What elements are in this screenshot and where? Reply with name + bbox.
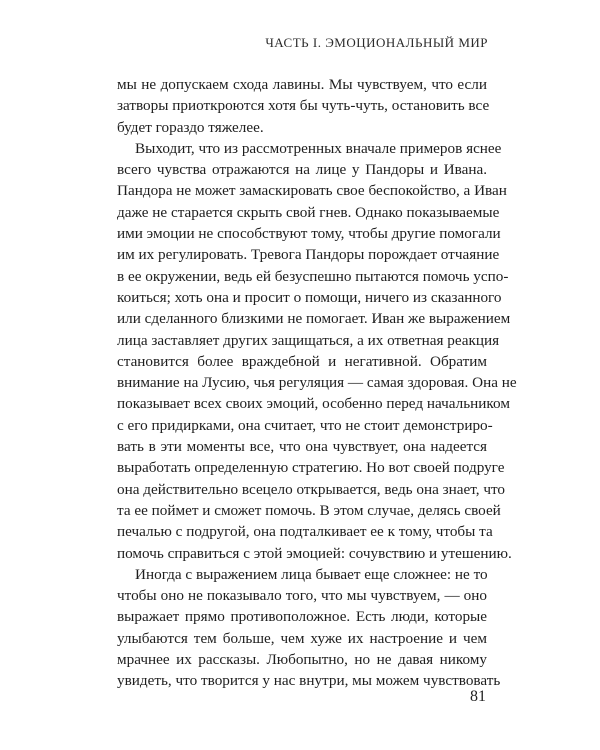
- text-line: всего чувства отражаются на лице у Пандоры и Ивана.: [117, 161, 487, 179]
- text-line: она действительно всецело открывается, ведь она знает, что: [117, 480, 506, 498]
- text-line: им их регулировать. Тревога Пандоры порождает отчаяние: [117, 246, 500, 264]
- text-line: с его придирками, она считает, что не стоит демонстриро-: [117, 416, 493, 434]
- text-line: печалью с подругой, она подталкивает ее к тому, чтобы та: [117, 523, 493, 541]
- body-text: [117, 74, 517, 692]
- paragraph-1: [117, 74, 490, 138]
- text-line: выработать определенную стратегию. Но вот своей подруге: [117, 459, 505, 477]
- text-line: та ее поймет и сможет помочь. В этом случае, делясь своей: [117, 501, 501, 519]
- text-line: выражает прямо противоположное. Есть люди, которые: [117, 608, 487, 626]
- text-line: увидеть, что творится у нас внутри, мы можем чувствовать: [117, 672, 501, 690]
- page-number: 81: [470, 688, 486, 705]
- text-line: Пандора не может замаскировать свое беспокойство, а Иван: [117, 182, 507, 200]
- text-line: в ее окружении, ведь ей безуспешно пытаются помочь успо-: [117, 267, 509, 285]
- paragraph-3: [117, 564, 501, 692]
- text-line: внимание на Лусию, чья регуляция — самая здоровая. Она не: [117, 374, 517, 392]
- text-line: чтобы оно не показывало того, что мы чувствуем, — оно: [117, 587, 487, 605]
- text-line: становится более враждебной и негативной. Обратим: [117, 352, 487, 370]
- text-line: или сделанного близкими не помогает. Иван же выражением: [117, 310, 511, 328]
- paragraph-2: [117, 138, 517, 564]
- text-line: даже не старается скрыть свой гнев. Однако показываемые: [117, 203, 500, 221]
- text-line: затворы приоткроются хотя бы чуть-чуть, остановить все: [117, 97, 490, 115]
- text-line: вать в эти моменты все, что она чувствует, она надеется: [117, 438, 487, 456]
- text-line: Выходит, что из рассмотренных вначале примеров яснее: [135, 139, 502, 157]
- text-line: ими эмоции не способствуют тому, чтобы другие помогали: [117, 225, 501, 243]
- text-line: показывает всех своих эмоций, особенно перед начальником: [117, 395, 510, 413]
- text-line: лица заставляет других защищаться, а их ответная реакция: [117, 331, 500, 349]
- text-line: мрачнее их рассказы. Любопытно, но не давая никому: [117, 651, 487, 669]
- running-head: ЧАСТЬ I. ЭМОЦИОНАЛЬНЫЙ МИР: [265, 35, 488, 50]
- text-line: Иногда с выражением лица бывает еще сложнее: не то: [135, 565, 488, 583]
- text-line: помочь справиться с этой эмоцией: сочувствию и утешению.: [117, 544, 512, 562]
- text-line: улыбаются тем больше, чем хуже их настроение и чем: [117, 629, 487, 647]
- text-line: будет гораздо тяжелее.: [117, 118, 264, 136]
- text-line: мы не допускаем схода лавины. Мы чувствуем, что если: [117, 76, 487, 93]
- text-line: коиться; хоть она и просит о помощи, ничего из сказанного: [117, 288, 502, 306]
